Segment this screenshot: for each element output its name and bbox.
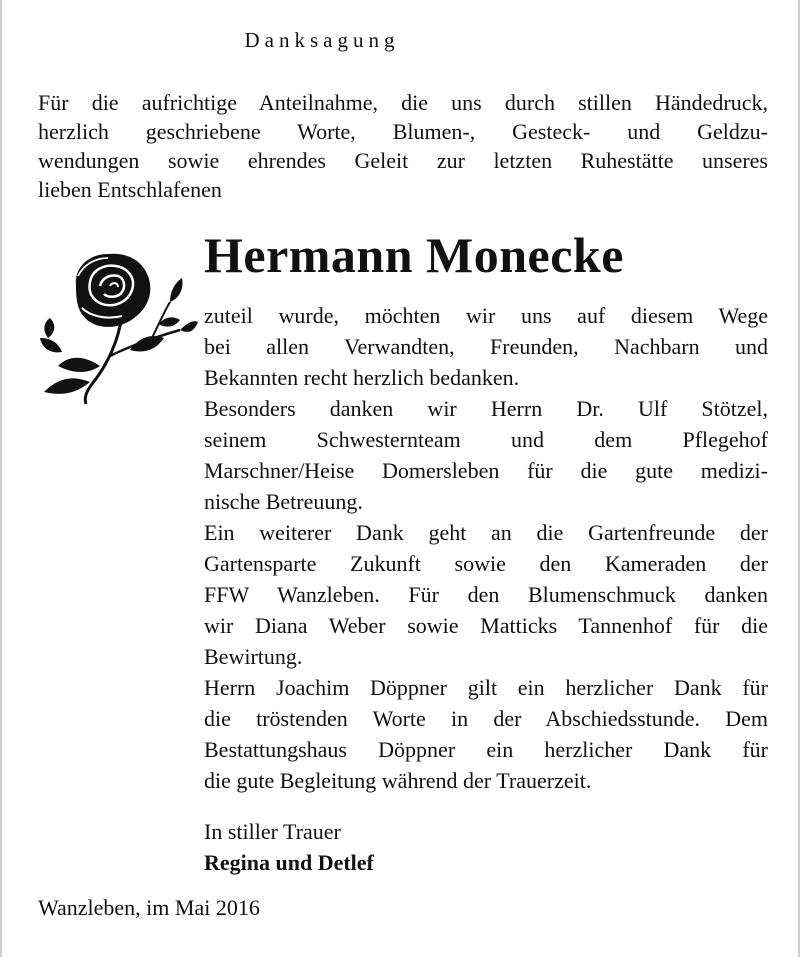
body-line: bei allen Verwandten, Freunden, Nachbarn und xyxy=(204,334,768,359)
body-line: wir Diana Weber sowie Matticks Tannenhof für die xyxy=(204,613,768,638)
body-line: zuteil wurde, möchten wir uns auf diesem Wege xyxy=(204,303,768,328)
intro-line: herzlich geschriebene Worte, Blumen-, Gesteck- und Geldzu- xyxy=(38,119,768,144)
body-line: Herrn Joachim Döppner gilt ein herzlicher Dank für xyxy=(204,675,768,700)
body-line: Gartensparte Zukunft sowie den Kameraden der xyxy=(204,551,768,576)
body-line: Bewirtung. xyxy=(204,644,303,669)
body-line: Ein weiterer Dank geht an die Gartenfreunde der xyxy=(204,520,768,545)
intro-line: Für die aufrichtige Anteilnahme, die uns durch stillen Händedruck, xyxy=(38,90,768,115)
body-line: nische Betreuung. xyxy=(204,489,363,514)
body-line: FFW Wanzleben. Für den Blumenschmuck danken xyxy=(204,582,768,607)
deceased-name: Hermann Monecke xyxy=(204,227,624,283)
body-line: die gute Begleitung während der Trauerzeit. xyxy=(204,768,592,793)
heading: Danksagung xyxy=(244,28,400,52)
body-line: Bekannten recht herzlich bedanken. xyxy=(204,365,520,390)
intro-line: wendungen sowie ehrendes Geleit zur letzten Ruhestätte unseres xyxy=(38,148,768,173)
body-paragraph xyxy=(204,300,768,796)
place-date: Wanzleben, im Mai 2016 xyxy=(38,895,260,920)
body-line: Marschner/Heise Domersleben für die gute medizi- xyxy=(204,458,768,483)
intro-line: lieben Entschlafenen xyxy=(38,177,222,202)
body-line: Besonders danken wir Herrn Dr. Ulf Stötzel, xyxy=(204,396,768,421)
signature-block xyxy=(204,816,374,878)
signatories: Regina und Detlef xyxy=(204,850,374,875)
rose-icon xyxy=(30,246,198,406)
body-line: die tröstenden Worte in der Abschiedsstunde. Dem xyxy=(204,706,768,731)
body-line: seinem Schwesternteam und dem Pflegehof xyxy=(204,427,768,452)
closing-text: In stiller Trauer xyxy=(204,819,341,844)
body-line: Bestattungshaus Döppner ein herzlicher Dank für xyxy=(204,737,768,762)
intro-paragraph xyxy=(38,88,768,204)
